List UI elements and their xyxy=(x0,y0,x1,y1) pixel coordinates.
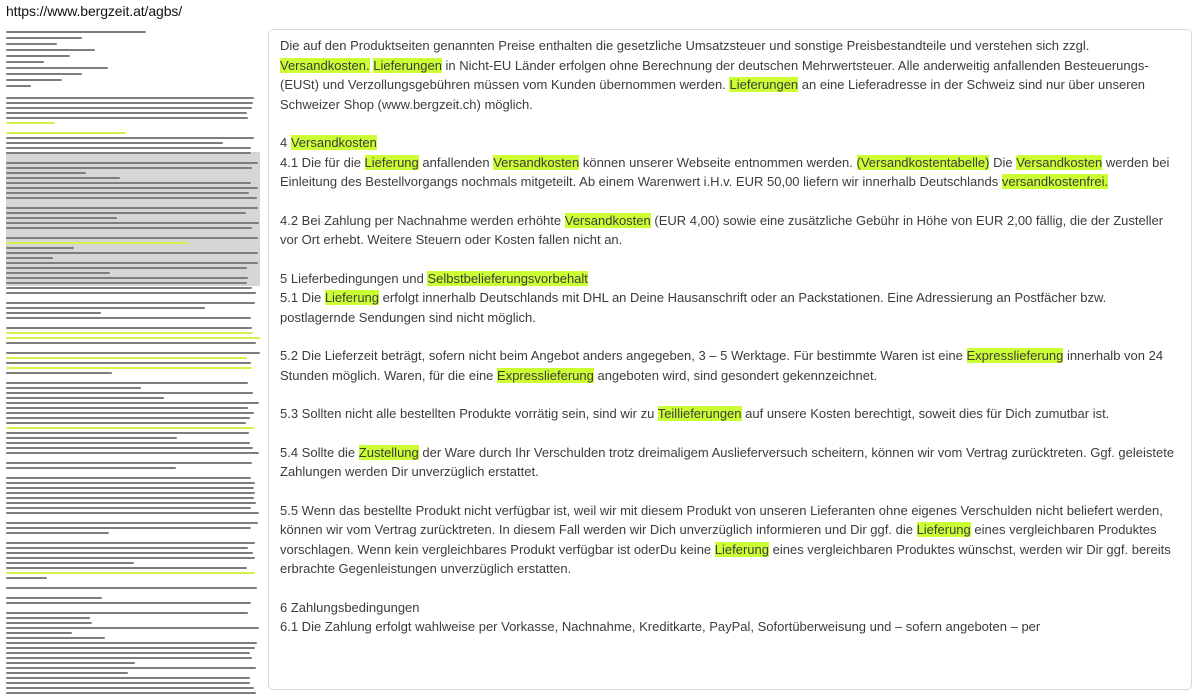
minimap-line xyxy=(6,237,258,239)
minimap-line xyxy=(6,652,250,654)
document-minimap[interactable] xyxy=(6,29,260,695)
minimap-line xyxy=(6,672,128,674)
minimap-line xyxy=(6,642,257,644)
minimap-line xyxy=(6,452,259,454)
highlighted-term: Zustellung xyxy=(358,444,419,460)
highlighted-term: Expresslieferung xyxy=(497,367,594,383)
minimap-line xyxy=(6,307,205,309)
minimap-line xyxy=(6,67,108,69)
minimap-line xyxy=(6,512,259,514)
minimap-line xyxy=(6,227,252,229)
minimap-line xyxy=(6,117,248,119)
minimap-line xyxy=(6,382,248,384)
text-segment: 5.5 Wenn das bestellte Produkt nicht verfügbar ist, weil wir mit diesem Produkt von unseren Lieferanten ohne eigenes Verschulden nicht beliefert werden, können wir vom Vertrag zurücktreten. In diesem Fall werden wir Dich unverzüglich informieren und Dir ggf. die xyxy=(280,502,1163,537)
minimap-line xyxy=(6,597,102,599)
minimap-line xyxy=(6,257,53,259)
minimap-line xyxy=(6,192,249,194)
minimap-line xyxy=(6,447,253,449)
minimap-line xyxy=(6,467,176,469)
minimap-line xyxy=(6,342,256,344)
minimap-line xyxy=(6,387,141,389)
minimap-line xyxy=(6,502,256,504)
text-segment: eines vergleichbaren Produktes wünschst, werden wir Dir ggf. bereits erbrachte Gegenleistungen unverzüglich erstatten. xyxy=(280,541,1171,576)
minimap-line xyxy=(6,142,223,144)
text-segment: 5.3 Sollten nicht alle bestellten Produkte vorrätig sein, sind wir zu xyxy=(280,406,658,421)
minimap-line xyxy=(6,107,252,109)
minimap-line xyxy=(6,407,248,409)
minimap-line xyxy=(6,352,260,354)
minimap-line xyxy=(6,177,120,179)
highlighted-term: Teillieferungen xyxy=(657,406,742,421)
minimap-line xyxy=(6,667,256,669)
minimap-line xyxy=(6,437,177,439)
minimap-line xyxy=(6,332,253,334)
text-segment: 4.1 Die für die xyxy=(280,154,365,170)
minimap-line xyxy=(6,637,105,639)
document-content-panel[interactable] xyxy=(268,29,1192,690)
minimap-line xyxy=(6,287,252,289)
minimap-line xyxy=(6,357,247,359)
minimap-line xyxy=(6,217,117,219)
minimap-line xyxy=(6,282,247,284)
highlighted-term: Lieferung xyxy=(714,541,769,557)
text-segment: Die xyxy=(989,154,1017,170)
highlighted-term: (Versandkostentabelle) xyxy=(856,154,990,170)
highlighted-term: Lieferung xyxy=(324,290,380,305)
highlighted-term: Versandkosten xyxy=(564,212,651,228)
text-segment: der Ware durch Ihr Verschulden trotz dreimaligem Auslieferversuch scheitern, können wir vom Vertrag zurücktreten. Ggf. geleistete Zahlungen werden Dir unverzüglich erstattet. xyxy=(280,444,1175,479)
minimap-line xyxy=(6,612,248,614)
minimap-line xyxy=(6,372,112,374)
minimap-line xyxy=(6,487,254,489)
text-segment: (EUR 4,00) sowie eine zusätzliche Gebühr in Höhe von EUR 2,00 fällig, die der Zusteller vor Ort erhebt. Weitere Steuern oder Kosten fallen nicht an. xyxy=(280,212,1164,247)
minimap-line xyxy=(6,442,250,444)
highlighted-term: Lieferung xyxy=(916,522,971,537)
text-segment: 5 Lieferbedingungen und xyxy=(280,270,428,286)
minimap-line xyxy=(6,162,258,164)
minimap-line xyxy=(6,222,259,224)
text-segment: in Nicht-EU Länder erfolgen ohne Berechnung der deutschen Mehrwertsteuer. Alle anderweitig anfallenden Besteuerungs- (EUSt) und Verzollungsgebühren müssen vom Kunden übernommen werden. xyxy=(280,57,1149,92)
minimap-line xyxy=(6,477,251,479)
highlighted-term: Selbstbelieferungsvorbehalt xyxy=(427,270,588,286)
minimap-line xyxy=(6,277,248,279)
minimap-line xyxy=(6,362,251,364)
minimap-line xyxy=(6,197,257,199)
minimap-line xyxy=(6,647,255,649)
minimap-line xyxy=(6,532,109,534)
minimap-line xyxy=(6,31,146,33)
minimap-line xyxy=(6,337,260,339)
minimap-line xyxy=(6,567,247,569)
minimap-line xyxy=(6,137,254,139)
minimap-line xyxy=(6,79,62,81)
minimap-line xyxy=(6,167,252,169)
minimap-line xyxy=(6,61,44,63)
paragraph-p-5-5 xyxy=(280,501,1176,579)
minimap-line xyxy=(6,662,135,664)
paragraph-p-intro xyxy=(280,36,1176,114)
minimap-line xyxy=(6,302,255,304)
paragraph-p-6 xyxy=(280,598,1176,637)
paragraph-p-5-3 xyxy=(280,404,1176,424)
minimap-line xyxy=(6,687,254,689)
minimap-line xyxy=(6,392,253,394)
minimap-line xyxy=(6,427,254,429)
minimap-line xyxy=(6,172,86,174)
minimap-line xyxy=(6,317,251,319)
minimap-line xyxy=(6,627,259,629)
minimap-line xyxy=(6,547,248,549)
text-segment: werden bei Einleitung des Bestellvorgangs nochmals mitgeteilt. Ab einem Warenwert i.H.v. EUR 50,00 liefern wir innerhalb Deutschlands xyxy=(280,154,1170,189)
minimap-line xyxy=(6,462,252,464)
text-segment: innerhalb von 24 Stunden möglich. Waren, für die eine xyxy=(280,348,1164,383)
minimap-line xyxy=(6,85,31,87)
minimap-line xyxy=(6,207,258,209)
text-segment: 6 Zahlungsbedingungen xyxy=(280,599,420,615)
minimap-line xyxy=(6,527,251,529)
minimap-line xyxy=(6,622,92,624)
text-segment: 5.1 Die xyxy=(280,290,325,305)
page-url: https://www.bergzeit.at/agbs/ xyxy=(6,3,183,19)
minimap-line xyxy=(6,432,249,434)
highlighted-term: Lieferung xyxy=(364,154,419,170)
text-segment: auf unsere Kosten berechtigt, soweit dies für Dich zumutbar ist. xyxy=(741,406,1110,421)
text-segment: angeboten wird, sind gesondert gekennzeichnet. xyxy=(593,367,878,383)
minimap-line xyxy=(6,187,258,189)
highlighted-term: Expresslieferung xyxy=(966,348,1064,363)
minimap-line xyxy=(6,292,256,294)
minimap-line xyxy=(6,262,258,264)
minimap-line xyxy=(6,542,255,544)
minimap-line xyxy=(6,572,255,574)
minimap-line xyxy=(6,152,251,154)
highlighted-term: Versandkosten xyxy=(1016,154,1103,170)
minimap-line xyxy=(6,587,257,589)
document-text xyxy=(280,36,1176,656)
minimap-line xyxy=(6,682,250,684)
minimap-line xyxy=(6,482,255,484)
highlighted-term: Versandkosten. xyxy=(280,57,370,73)
highlighted-term: Lieferungen xyxy=(729,77,799,92)
minimap-line xyxy=(6,367,252,369)
minimap-line xyxy=(6,147,251,149)
text-segment: Die auf den Produktseiten genannten Preise enthalten die gesetzliche Umsatzsteuer und sonstige Preisbestandteile und verstehen sich zzgl. xyxy=(280,38,1090,53)
minimap-line xyxy=(6,417,250,419)
text-segment: eines vergleichbaren Produktes vorschlagen. Wenn kein vergleichbares Produkt verfügbar ist oderDu keine xyxy=(280,522,1157,557)
minimap-line xyxy=(6,182,251,184)
minimap-line xyxy=(6,267,247,269)
text-segment: 5.4 Sollte die xyxy=(280,444,359,460)
minimap-line xyxy=(6,617,90,619)
minimap-line xyxy=(6,522,258,524)
paragraph-p-4 xyxy=(280,133,1176,192)
minimap-line xyxy=(6,602,251,604)
highlighted-term: Versandkosten xyxy=(290,135,377,150)
text-segment: 4.2 Bei Zahlung per Nachnahme werden erhöhte xyxy=(280,212,565,228)
minimap-line xyxy=(6,677,250,679)
minimap-line xyxy=(6,422,246,424)
minimap-line xyxy=(6,632,72,634)
minimap-line xyxy=(6,102,253,104)
minimap-line xyxy=(6,49,95,51)
text-segment: 6.1 Die Zahlung erfolgt wahlweise per Vorkasse, Nachnahme, Kreditkarte, PayPal, Sofortüberweisung und – sofern angeboten – per xyxy=(280,619,1041,634)
minimap-line xyxy=(6,132,126,134)
minimap-line xyxy=(6,43,57,45)
paragraph-p-5-4 xyxy=(280,443,1176,482)
highlighted-term: versandkostenfrei. xyxy=(1001,174,1109,189)
minimap-line xyxy=(6,252,258,254)
minimap-line xyxy=(6,247,74,249)
minimap-line xyxy=(6,562,134,564)
text-segment: an eine Lieferadresse in der Schweiz sind nur über unseren Schweizer Shop (www.bergzeit.ch) möglich. xyxy=(280,77,1146,112)
highlighted-term: Versandkosten xyxy=(493,154,580,170)
minimap-line xyxy=(6,55,70,57)
minimap-line xyxy=(6,242,189,244)
minimap-line xyxy=(6,412,254,414)
minimap-line xyxy=(6,212,246,214)
minimap-line xyxy=(6,272,110,274)
text-segment: 5.2 Die Lieferzeit beträgt, sofern nicht beim Angebot anders angegeben, 3 – 5 Werktage. Für bestimmte Waren ist eine xyxy=(280,348,967,363)
minimap-line xyxy=(6,397,164,399)
text-segment: 4 xyxy=(280,135,291,150)
minimap-line xyxy=(6,657,252,659)
paragraph-p-4-2 xyxy=(280,211,1176,250)
minimap-line xyxy=(6,122,55,124)
minimap-line xyxy=(6,112,247,114)
minimap-line xyxy=(6,327,252,329)
minimap-line xyxy=(6,402,259,404)
minimap-line xyxy=(6,507,251,509)
minimap-line xyxy=(6,312,101,314)
minimap-line xyxy=(6,577,47,579)
highlighted-term: Lieferungen xyxy=(373,57,442,73)
paragraph-p-5-2 xyxy=(280,346,1176,385)
minimap-line xyxy=(6,73,82,75)
text-segment: anfallenden xyxy=(418,154,494,170)
minimap-line xyxy=(6,97,254,99)
text-segment: können unserer Webseite entnommen werden. xyxy=(579,154,857,170)
minimap-line xyxy=(6,552,253,554)
minimap-line xyxy=(6,692,256,694)
minimap-line xyxy=(6,37,82,39)
minimap-line xyxy=(6,557,255,559)
minimap-line xyxy=(6,497,254,499)
minimap-line xyxy=(6,492,255,494)
text-segment: erfolgt innerhalb Deutschlands mit DHL an Deine Hausanschrift oder an Packstationen. Eine Adressierung an Postfächer bzw. postlagernde Sendungen sind nicht möglich. xyxy=(280,290,1107,325)
paragraph-p-5 xyxy=(280,269,1176,328)
